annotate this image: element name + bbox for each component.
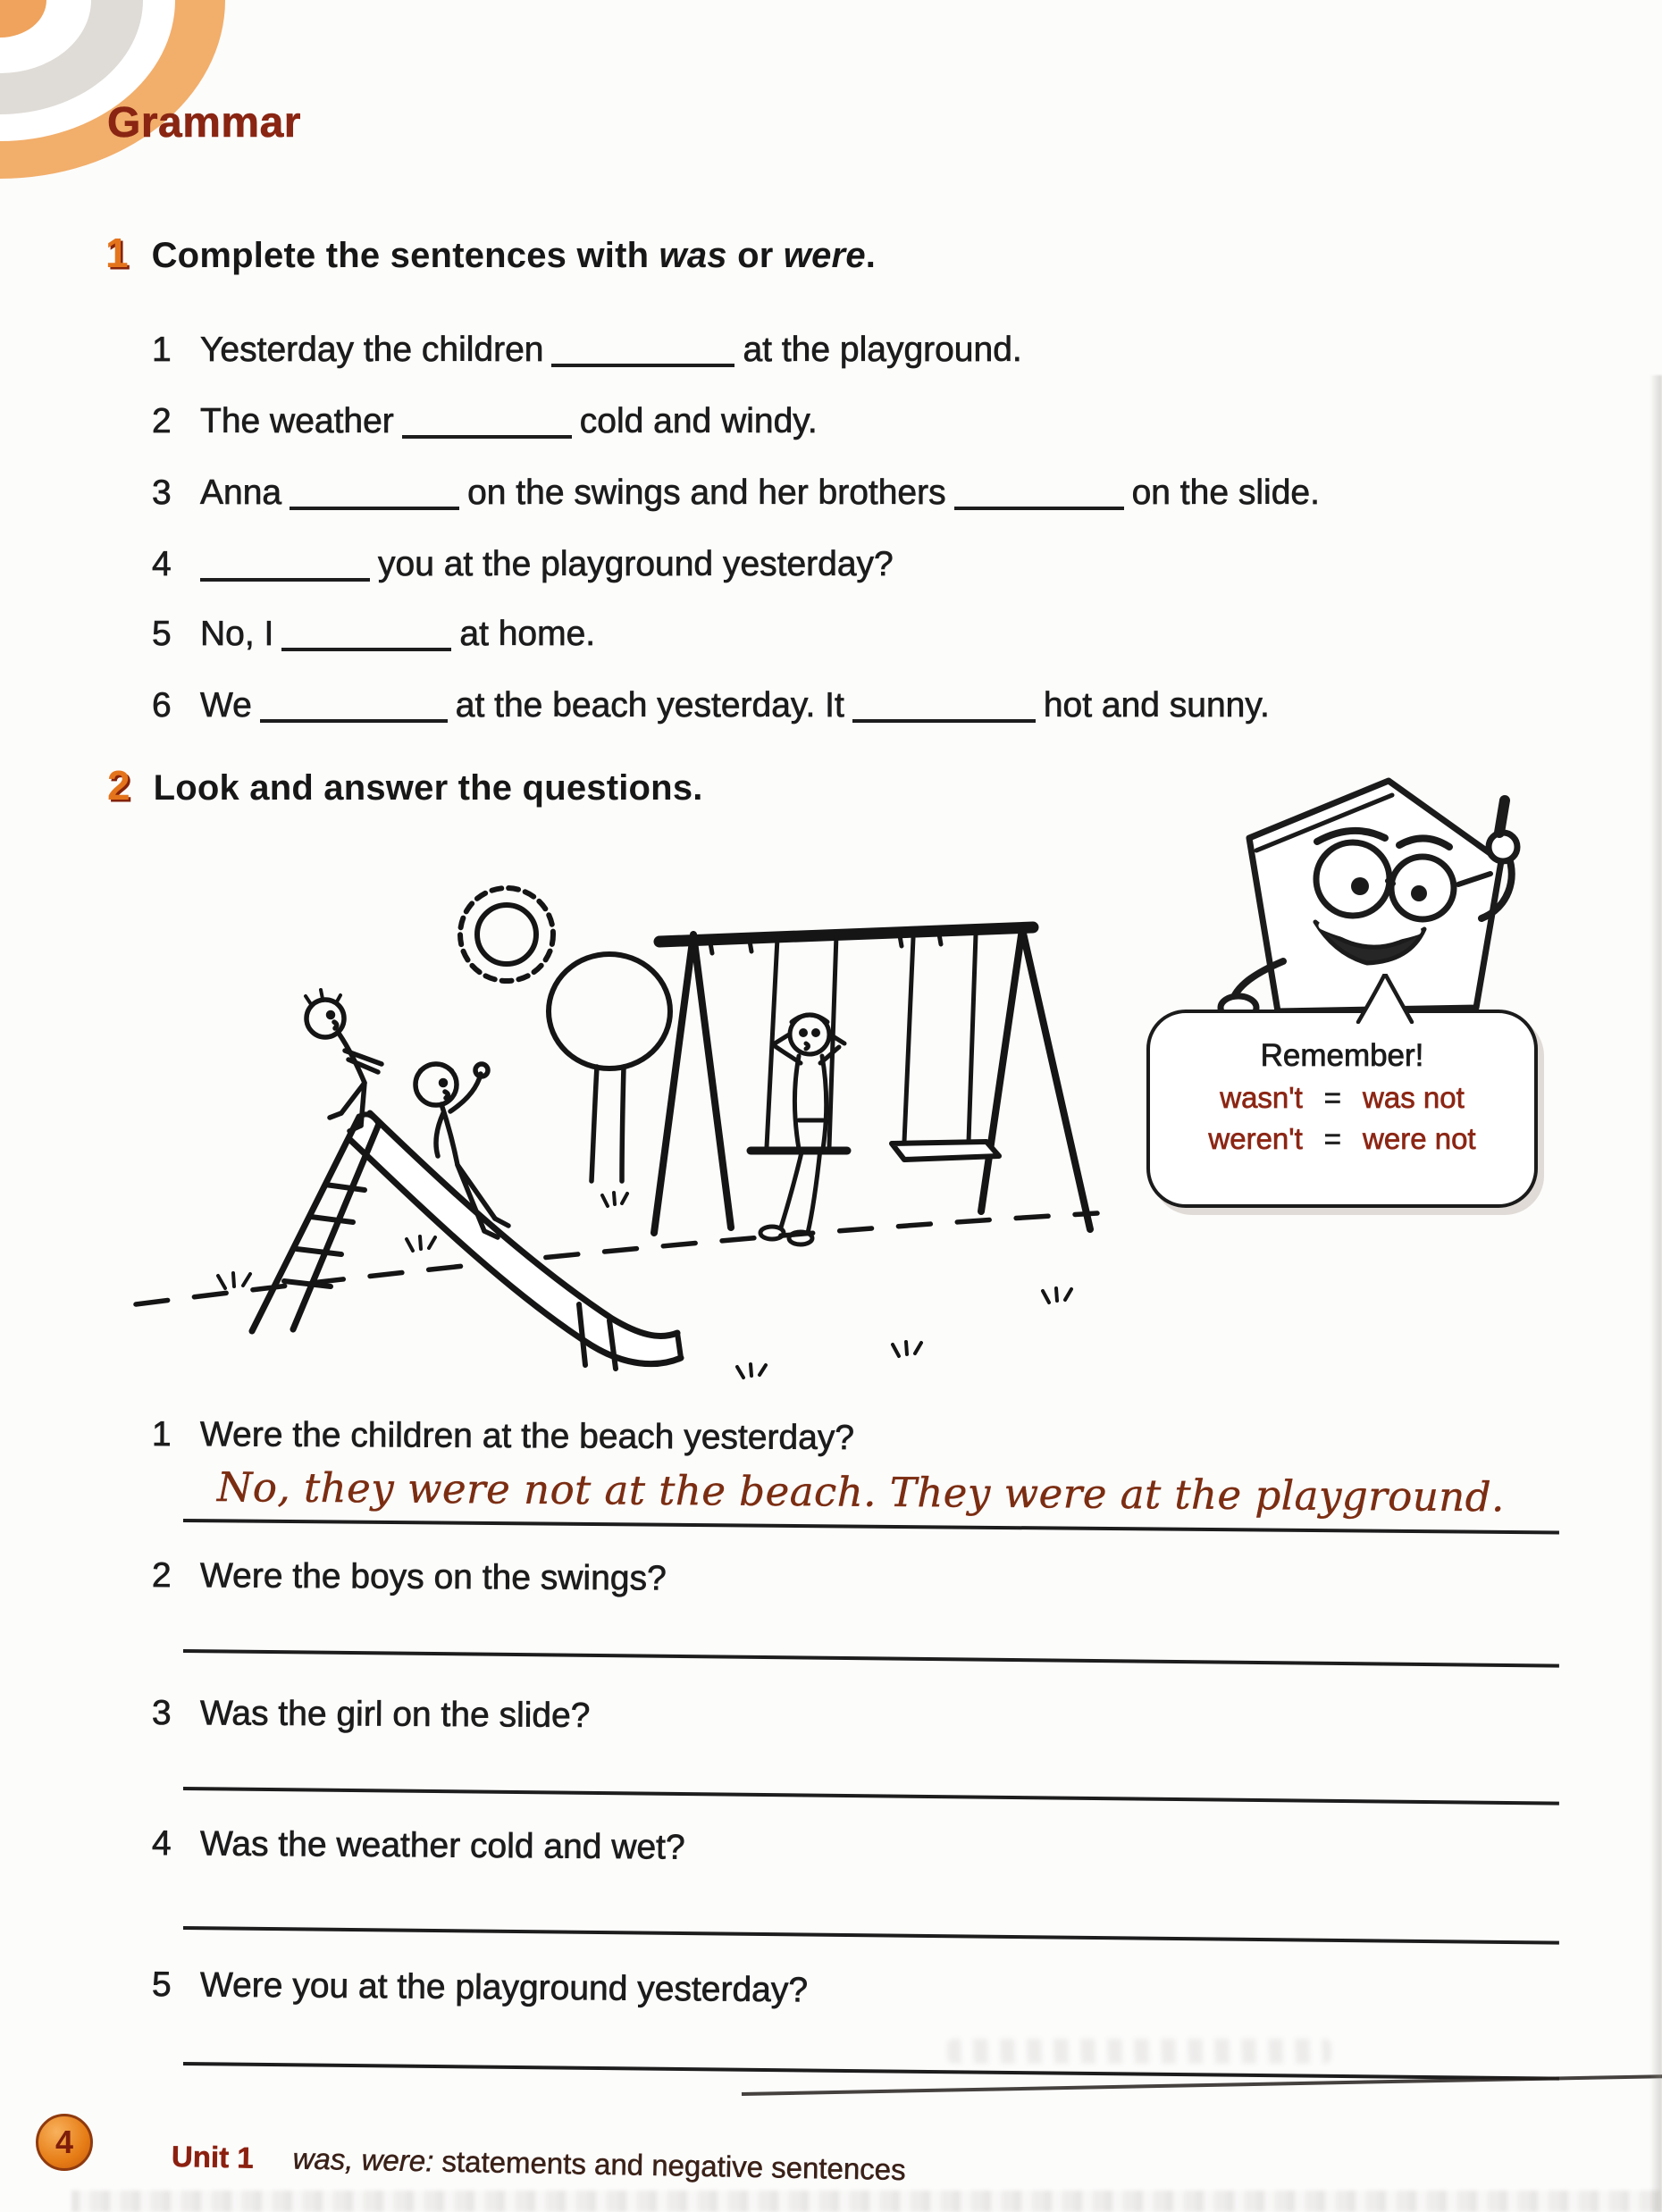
page-title: Grammar: [107, 99, 301, 147]
question-item: [152, 1556, 667, 1599]
question-text: Was the weather cold and wet?: [199, 1824, 685, 1867]
answer-line[interactable]: [183, 1787, 1559, 1806]
item-number: 3: [152, 473, 172, 512]
item-text: We at the beach yesterday. It hot and sunny.: [200, 686, 1270, 725]
exercise2-title: Look and answer the questions.: [153, 768, 703, 808]
sentence-item: [152, 684, 1270, 725]
exercise2-header: [107, 761, 703, 809]
question-text: Were you at the playground yesterday?: [199, 1965, 809, 2010]
question-number: 2: [151, 1556, 172, 1596]
item-number: 1: [152, 331, 172, 369]
footer: [172, 2140, 906, 2187]
unit-topic: was, were: statements and negative sentences: [292, 2141, 906, 2187]
scan-noise-artifact: [71, 2191, 1662, 2212]
exercise1-title: Complete the sentences with was or were.: [151, 236, 877, 275]
question-item: [152, 1824, 685, 1868]
remember-row: weren't = were not: [1208, 1122, 1476, 1155]
item-number: 5: [152, 615, 172, 653]
sentence-item: [152, 329, 1022, 370]
handwritten-answer: No, they were not at the beach. They were at the playground.: [216, 1463, 1506, 1521]
answer-line[interactable]: [183, 2062, 1559, 2081]
fill-in-blank[interactable]: [281, 613, 451, 651]
sentence-item: [152, 613, 595, 654]
item-number: 2: [152, 402, 172, 440]
item-text: Yesterday the children at the playground.: [200, 331, 1022, 369]
question-item: [152, 1415, 854, 1458]
boy-climbing-ladder: [306, 990, 382, 1131]
fill-in-blank[interactable]: [852, 684, 1036, 723]
equals-sign: =: [1323, 1122, 1342, 1155]
girl-on-swing: [751, 934, 847, 1244]
sentence-item: [152, 472, 1320, 513]
slide: [252, 1113, 681, 1369]
question-item: [152, 1965, 808, 2010]
tree: [549, 954, 670, 1181]
question-text: Were the boys on the swings?: [199, 1556, 667, 1598]
corner-decoration: [0, 0, 241, 192]
page-number-badge: [36, 2114, 93, 2171]
speech-bubble: [1146, 1010, 1538, 1208]
remember-row: wasn't = was not: [1220, 1081, 1465, 1114]
answer-line[interactable]: [183, 1649, 1559, 1668]
item-text: Anna on the swings and her brothers on the slide.: [200, 473, 1320, 512]
item-number: 6: [152, 686, 172, 725]
question-text: Was the girl on the slide?: [199, 1694, 591, 1735]
sentence-item: [152, 400, 818, 441]
exercise1-header: [105, 229, 876, 277]
question-number: 1: [151, 1415, 172, 1454]
page-number: 4: [55, 2124, 74, 2160]
fill-in-blank[interactable]: [402, 400, 572, 439]
question-item: [152, 1694, 591, 1736]
question-number: 5: [151, 1965, 172, 2005]
question-number: 4: [151, 1824, 172, 1864]
ghost-text-artifact: [947, 2039, 1331, 2064]
scan-edge-artifact: [742, 2074, 1662, 2095]
item-text: The weather cold and windy.: [200, 402, 818, 440]
item-number: 4: [152, 545, 172, 583]
fill-in-blank[interactable]: [954, 472, 1124, 510]
scan-right-edge-artifact: [1649, 375, 1662, 2212]
speech-bubble-tail: [1355, 974, 1419, 1024]
fill-in-blank[interactable]: [290, 472, 459, 510]
fill-in-blank[interactable]: [260, 684, 448, 723]
playground-illustration: [125, 829, 1108, 1401]
exercise2-number: 2: [107, 762, 130, 809]
swing-set: [654, 927, 1090, 1233]
fill-in-blank[interactable]: [200, 543, 370, 582]
item-text: No, I at home.: [200, 615, 596, 653]
sentence-item: [152, 543, 894, 584]
answer-line[interactable]: [183, 1519, 1559, 1534]
sun-icon: [460, 888, 553, 981]
remember-title: Remember!: [1260, 1038, 1424, 1073]
fill-in-blank[interactable]: [551, 329, 734, 367]
answer-line[interactable]: [183, 1926, 1559, 1945]
exercise1-number: 1: [105, 230, 129, 276]
equals-sign: =: [1323, 1081, 1342, 1114]
empty-swing: [892, 934, 999, 1160]
item-text: you at the playground yesterday?: [200, 543, 894, 584]
question-text: Were the children at the beach yesterday?: [199, 1415, 855, 1458]
unit-label: Unit 1: [171, 2140, 255, 2174]
question-number: 3: [151, 1694, 172, 1733]
